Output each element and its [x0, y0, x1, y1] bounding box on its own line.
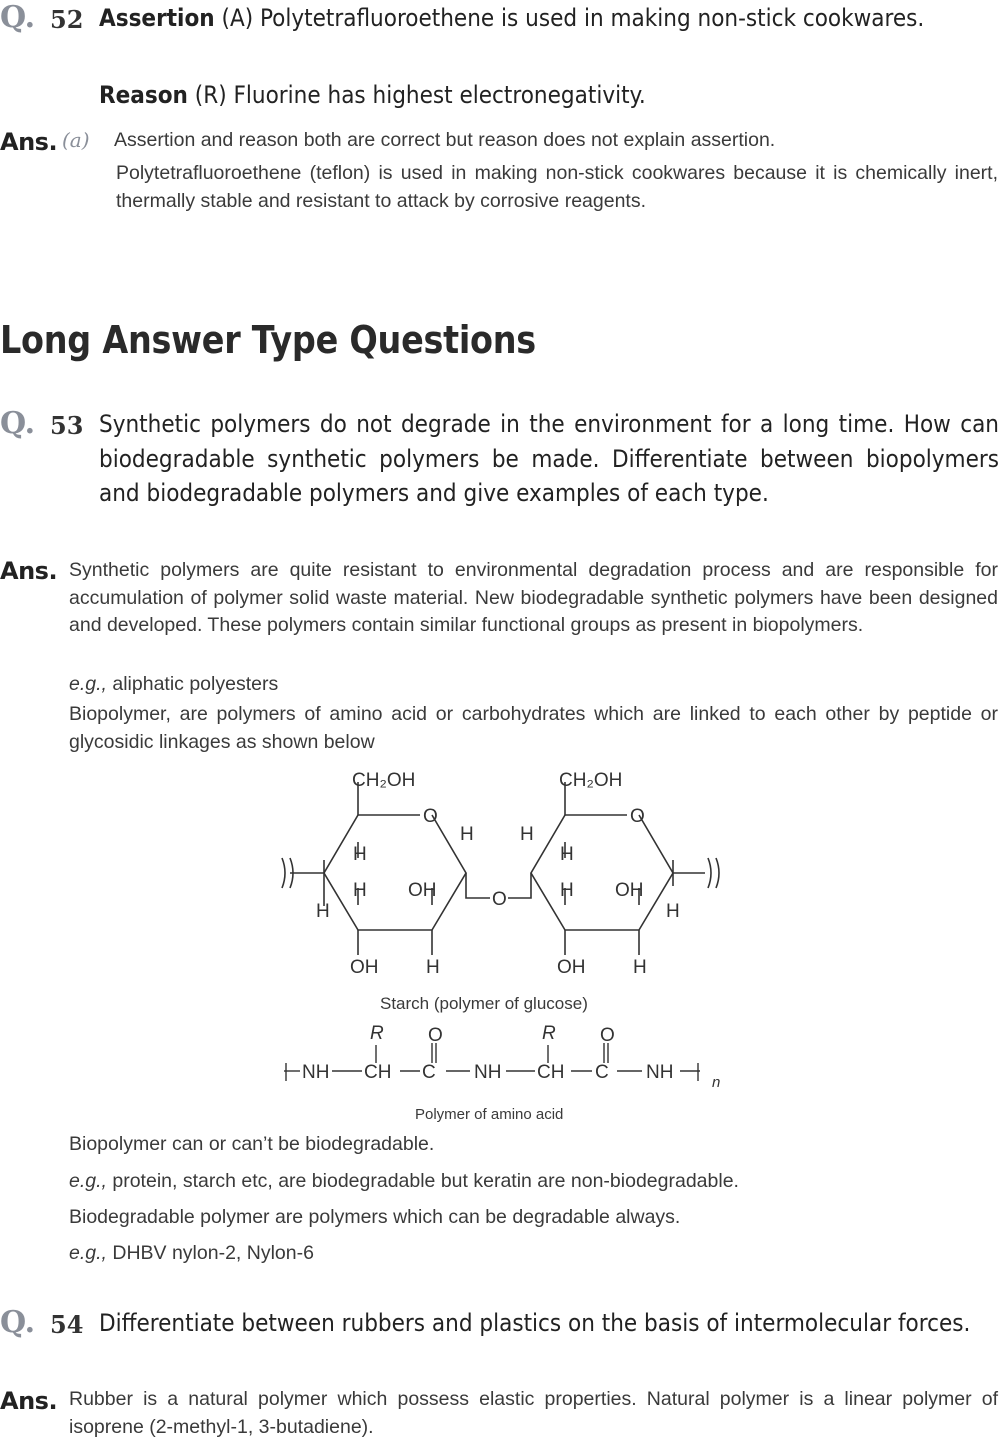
question-label: Q. — [0, 0, 36, 35]
carbon-label: C — [595, 1062, 609, 1083]
question-label: Q. — [0, 1305, 36, 1340]
answer-label: Ans. — [0, 1387, 58, 1415]
section-heading: Long Answer Type Questions — [0, 318, 536, 362]
glycosidic-oxygen-label: O — [492, 889, 507, 910]
answer-paragraph: Rubber is a natural polymer which possess elastic properties. Natural polymer is a linear polymer of isoprene (2-methyl-1, 3-butadiene). — [69, 1388, 998, 1438]
reason-word: Reason — [99, 81, 188, 109]
hydrogen-label: H — [520, 824, 534, 845]
hydrogen-label: H — [353, 844, 367, 865]
answer-paragraph: Synthetic polymers are quite resistant to environmental degradation process and are responsible for accumulation of polymer solid waste material. New biodegradable synthetic polymers have been designed and developed. These polymers contain similar functional groups as present in biopolymers. — [69, 559, 998, 636]
nh-label: NH — [474, 1062, 502, 1083]
hydrogen-label: H — [316, 901, 330, 922]
assertion-text — [99, 1, 999, 36]
r-group-label: R — [370, 1023, 384, 1044]
example-text: protein, starch etc, are biodegradable but keratin are non-biodegradable. — [106, 1170, 739, 1192]
hydrogen-label: H — [560, 844, 574, 865]
question-label: Q. — [0, 406, 36, 441]
starch-caption: Starch (polymer of glucose) — [380, 994, 588, 1013]
hydroxyl-label: OH — [557, 957, 586, 978]
example-prefix: e.g., — [69, 1242, 107, 1264]
answer-paragraph: Biopolymer, are polymers of amino acid or carbohydrates which are linked to each other by peptide or glycosidic linkages as shown below — [69, 703, 998, 753]
answer-paragraph: Polytetrafluoroethene (teflon) is used in making non-stick cookwares because it is chemically inert, thermally stable and resistant to attack by corrosive reagents. — [116, 162, 998, 212]
example-text: DHBV nylon-2, Nylon-6 — [106, 1242, 314, 1264]
carbon-label: C — [422, 1062, 436, 1083]
example-line — [69, 671, 998, 699]
question-number: 54 — [50, 1310, 84, 1339]
nh-label: NH — [646, 1062, 674, 1083]
ch2oh-label: CH₂OH — [352, 770, 416, 791]
hydrogen-label: H — [666, 901, 680, 922]
starch-structure-diagram — [260, 760, 740, 990]
subscript-n-label: n — [712, 1074, 721, 1091]
hydroxyl-label: OH — [350, 957, 379, 978]
ring-oxygen-label: O — [423, 806, 438, 827]
carbonyl-oxygen-label: O — [600, 1025, 615, 1046]
answer-label: Ans. — [0, 557, 58, 585]
example-line — [69, 1168, 998, 1196]
ch-label: CH — [364, 1062, 392, 1083]
hydrogen-label: H — [633, 957, 647, 978]
question-text: Synthetic polymers do not degrade in the environment for a long time. How can biodegradable synthetic polymers be made. Differentiate between biopolymers and biodegradable polymers and give examples of each type. — [99, 410, 999, 507]
r-group-label: R — [542, 1023, 556, 1044]
assertion-body: (A) Polytetrafluoroethene is used in making non-stick cookwares. — [221, 4, 925, 32]
ch-label: CH — [537, 1062, 565, 1083]
answer-line: Biopolymer can or can’t be biodegradable. — [69, 1133, 435, 1155]
ch2oh-label: CH₂OH — [559, 770, 623, 791]
answer-line: Assertion and reason both are correct but reason does not explain assertion. — [114, 129, 776, 151]
question-number: 52 — [50, 5, 84, 34]
hydroxyl-label: OH — [615, 880, 644, 901]
example-text: aliphatic polyesters — [106, 673, 279, 695]
carbonyl-oxygen-label: O — [428, 1025, 443, 1046]
nh-label: NH — [302, 1062, 330, 1083]
assertion-word: Assertion — [99, 4, 215, 32]
answer-option: (a) — [62, 128, 90, 152]
question-number: 53 — [50, 411, 84, 440]
example-line — [69, 1240, 998, 1268]
amino-caption: Polymer of amino acid — [415, 1106, 564, 1123]
answer-line: Biodegradable polymer are polymers which can be degradable always. — [69, 1206, 681, 1228]
reason-text — [99, 78, 999, 113]
ring-oxygen-label: O — [630, 806, 645, 827]
hydroxyl-label: OH — [408, 880, 437, 901]
hydrogen-label: H — [426, 957, 440, 978]
example-prefix: e.g., — [69, 673, 107, 695]
example-prefix: e.g., — [69, 1170, 107, 1192]
amino-polymer-diagram — [270, 1015, 740, 1095]
reason-body: (R) Fluorine has highest electronegativity. — [194, 81, 646, 109]
hydrogen-label: H — [353, 880, 367, 901]
question-text: Differentiate between rubbers and plastics on the basis of intermolecular forces. — [99, 1309, 971, 1337]
answer-label: Ans. — [0, 128, 58, 156]
hydrogen-label: H — [560, 880, 574, 901]
hydrogen-label: H — [460, 824, 474, 845]
